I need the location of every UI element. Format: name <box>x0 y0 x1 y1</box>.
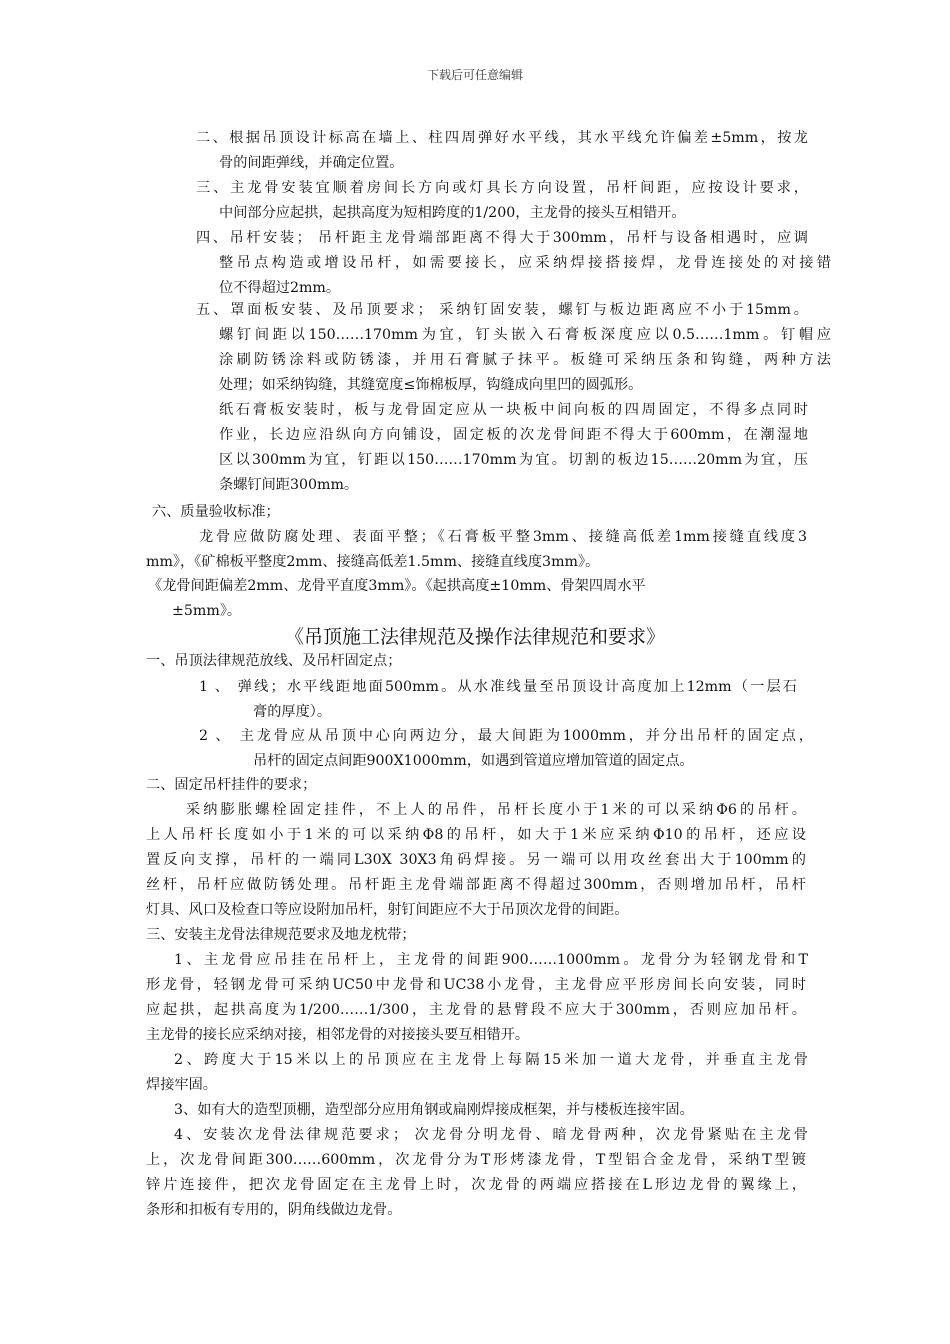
text-line: 4、安装次龙骨法律规范要求； 次龙骨分明龙骨、暗龙骨两种，次龙骨紧贴在主龙骨 <box>174 1127 808 1143</box>
text-line: 二、根据吊顶设计标高在墙上、柱四周弹好水平线，其水平线允许偏差±5mm，按龙 <box>196 130 808 146</box>
text-line: 骨的间距弹线，并确定位置。 <box>219 155 404 171</box>
text-line: 采纳膨胀螺栓固定挂件，不上人的吊件，吊杆长度小于1米的可以采纳Φ6的吊杆。 <box>186 802 806 818</box>
text-line: 整吊点构造或增设吊杆，如需要接长，应采纳焊接搭接焊，龙骨连接处的对接错 <box>219 255 831 271</box>
text-line: 1、主龙骨应吊挂在吊杆上，主龙骨的间距900……1000mm。龙骨分为轻钢龙骨和T <box>174 952 808 968</box>
text-line: 龙骨应做防腐处理、表面平整；《石膏板平整3mm、接缝高低差1mm接缝直线度3 <box>199 529 807 545</box>
text-line: 《龙骨间距偏差2mm、龙骨平直度3mm》。《起拱高度±10mm、骨架四周水平 <box>148 578 646 594</box>
text-line: mm》，《矿棉板平整度2mm、接缝高低差1.5mm、接缝直线度3mm》。 <box>146 554 600 570</box>
text-line: 涂刷防锈涂料或防锈漆，并用石膏腻子抹平。板缝可采纳压条和钩缝，两种方法 <box>219 352 831 368</box>
text-line: ±5mm》。 <box>172 603 242 619</box>
text-line: 3、如有大的造型顶棚，造型部分应用角钢或扁刚焊接成框架，并与楼板连接牢固。 <box>174 1102 694 1118</box>
text-line: 主龙骨的接长应采纳对接，相邻龙骨的对接接头要互相错开。 <box>146 1027 530 1043</box>
text-line: 中间部分应起拱，起拱高度为短相跨度的1/200，主龙骨的接头互相错开。 <box>219 205 686 221</box>
text-line: 位不得超过2mm。 <box>219 280 341 296</box>
text-line: 纸石膏板安装时，板与龙骨固定应从一块板中间向板的四周固定，不得多点同时 <box>219 402 808 418</box>
text-line: 应起拱，起拱高度为1/200……1/300，主龙骨的悬臂段不应大于300mm，否则应加吊杆。 <box>146 1002 806 1018</box>
text-line: 形龙骨，轻钢龙骨可采纳UC50中龙骨和UC38小龙骨，主龙骨应平形房间长向安装，同时 <box>146 977 806 993</box>
text-line: 六、质量验收标准； <box>152 504 280 520</box>
text-line: 1 、 弹线；水平线距地面500mm。从水准线量至吊顶设计高度加上12mm（一层石 <box>199 679 797 695</box>
text-line: 一、吊顶法律规范放线、及吊杆固定点； <box>146 653 402 669</box>
text-line: 四、吊杆安装； 吊杆距主龙骨端部距离不得大于300mm，吊杆与设备相遇时，应调 <box>196 230 808 246</box>
text-line: 处理；如采纳钩缝，其缝宽度≤饰棉板厚，钩缝成向里凹的圆弧形。 <box>219 377 643 393</box>
text-line: 丝杆，吊杆应做防锈处理。吊杆距主龙骨端部距离不得超过300mm，否则增加吊杆，吊杆 <box>146 877 806 893</box>
text-line: 置反向支撑，吊杆的一端同L30X 30X3角码焊接。另一端可以用攻丝套出大于100mm的 <box>146 852 806 868</box>
text-line: 区以300mm为宜，钉距以150……170mm为宜。切割的板边15……20mm为宜，压 <box>219 452 808 468</box>
text-line: 三、主龙骨安装宜顺着房间长方向或灯具长方向设置，吊杆间距，应按设计要求， <box>196 180 808 196</box>
text-line: 螺钉间距以150……170mm为宜，钉头嵌入石膏板深度应以0.5……1mm。钉帽应 <box>219 327 831 343</box>
text-line: 上，次龙骨间距300……600mm，次龙骨分为T形烤漆龙骨，T型铝合金龙骨，采纳T型镀 <box>146 1152 806 1168</box>
text-line: 三、安装主龙骨法律规范要求及地龙枕带； <box>146 927 416 943</box>
section-title: 《吊顶施工法律规范及操作法律规范和要求》 <box>284 626 665 648</box>
text-line: 条形和扣板有专用的，阴角线做边龙骨。 <box>146 1202 402 1218</box>
text-line: 2 、 主龙骨应从吊顶中心向两边分，最大间距为1000mm，并分出吊杆的固定点， <box>199 728 813 744</box>
text-line: 吊杆的固定点间距900X1000mm，如遇到管道应增加管道的固定点。 <box>253 753 694 769</box>
page-header: 下载后可任意编辑 <box>426 68 523 82</box>
text-line: 膏的厚度）。 <box>253 704 332 720</box>
text-line: 作业，长边应沿纵向方向铺设，固定板的次龙骨间距不得大于600mm，在潮湿地 <box>219 427 808 443</box>
text-line: 五、罩面板安装、及吊顶要求； 采纳钉固安装，螺钉与板边距离应不小于15mm。 <box>196 302 808 318</box>
text-line: 二、固定吊杆挂件的要求； <box>146 777 317 793</box>
text-line: 灯具、风口及检查口等应设附加吊杆，射钉间距应不大于吊顶次龙骨的间距。 <box>146 902 629 918</box>
text-line: 2、跨度大于15米以上的吊顶应在主龙骨上每隔15米加一道大龙骨，并垂直主龙骨 <box>174 1052 808 1068</box>
text-line: 焊接牢固。 <box>146 1077 217 1093</box>
text-line: 上人吊杆长度如小于1米的可以采纳Φ8的吊杆，如大于1米应采纳Φ10的吊杆，还应设 <box>146 827 806 843</box>
text-line: 锌片连接件，把次龙骨固定在主龙骨上时，次龙骨的两端应搭接在L形边龙骨的翼缘上， <box>146 1177 806 1193</box>
text-line: 条螺钉间距300mm。 <box>219 477 359 493</box>
